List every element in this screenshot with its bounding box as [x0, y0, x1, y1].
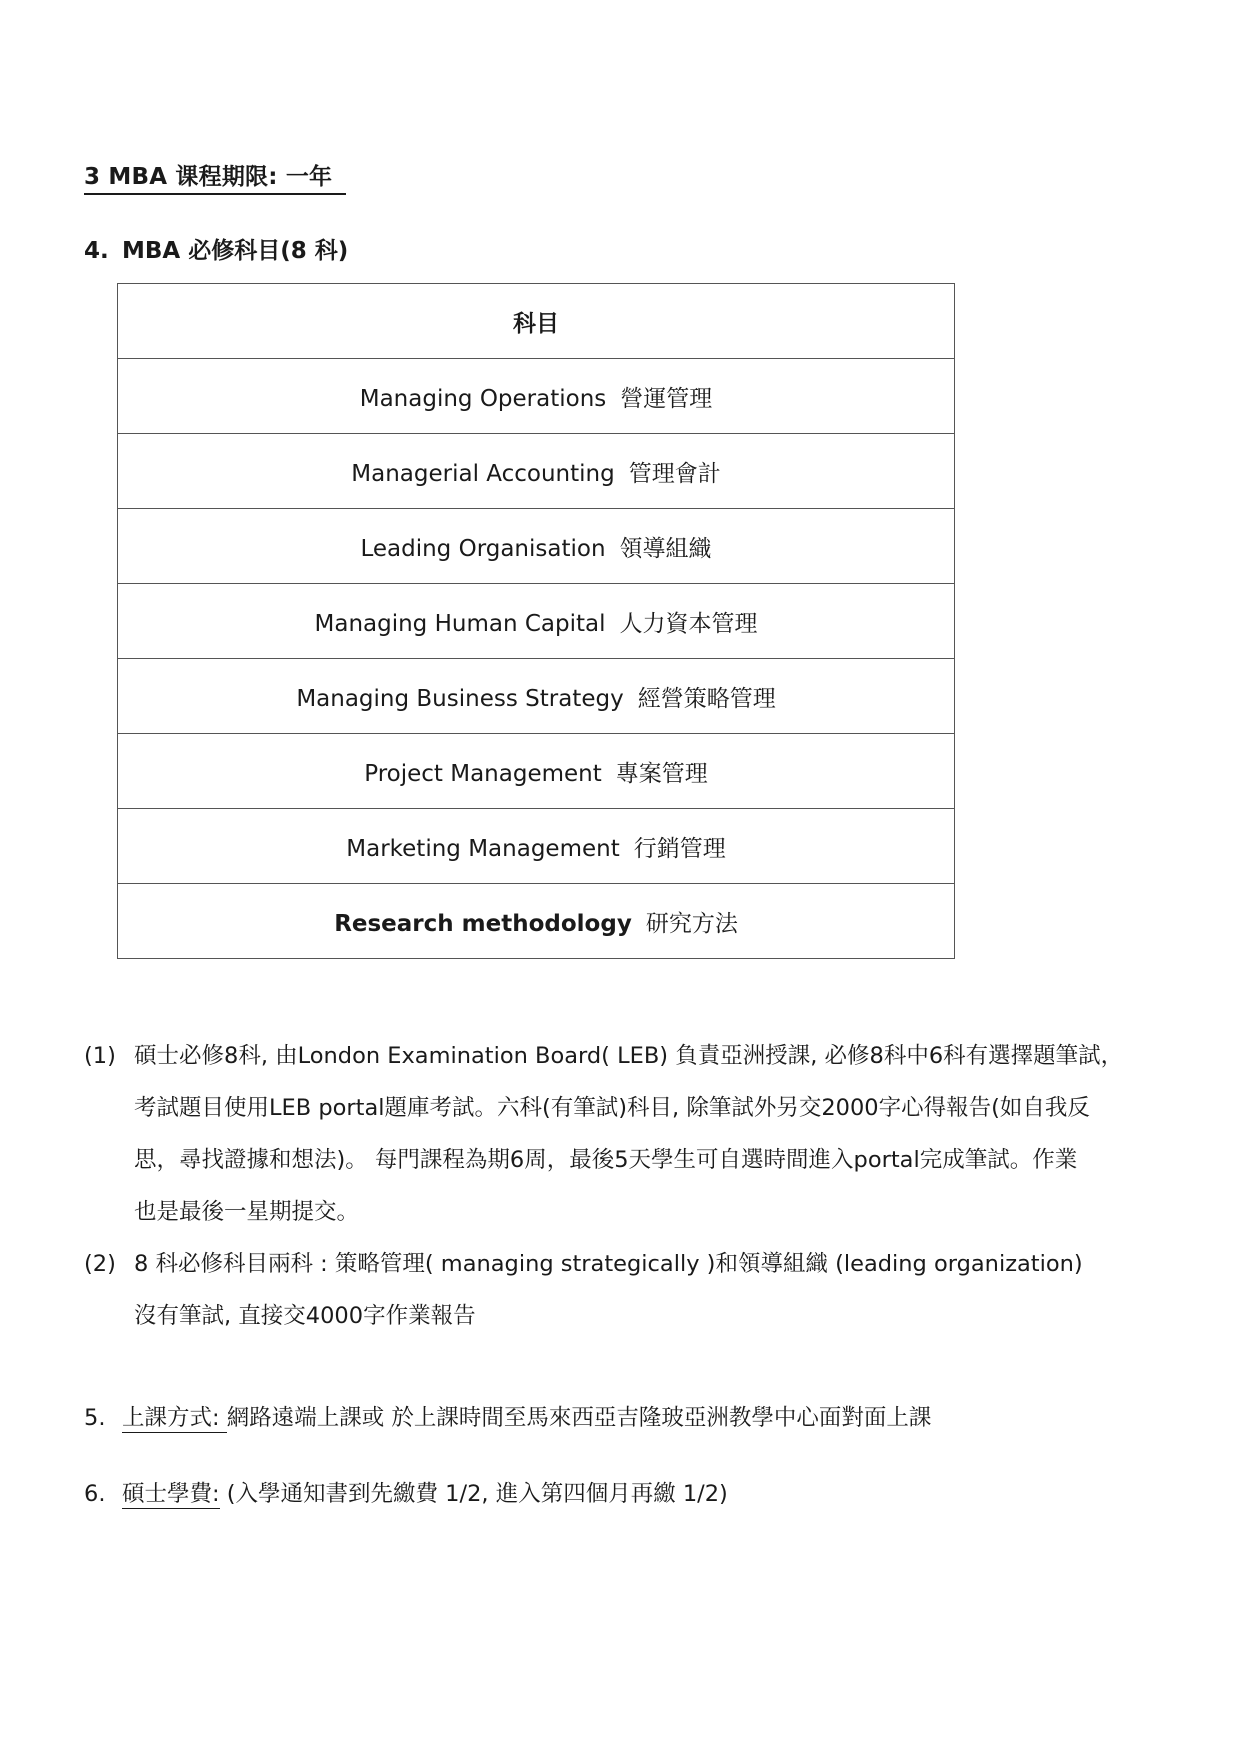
- subject-english-name: Project Management: [364, 760, 602, 787]
- section-4-heading: [84, 232, 348, 265]
- table-row: [118, 509, 955, 584]
- note-line: 沒有筆試, 直接交4000字作業報告: [134, 1303, 476, 1329]
- subject-english-name: Marketing Management: [346, 835, 620, 862]
- subject-english-name: Managing Business Strategy: [296, 685, 624, 712]
- section-5: [84, 1400, 931, 1432]
- table-row: [118, 584, 955, 659]
- subject-chinese-name: 人力資本管理: [619, 610, 758, 637]
- subject-cell: [118, 509, 955, 584]
- section-4-title: MBA 必修科目(8 科): [122, 238, 349, 264]
- section-5-label: 上課方式:: [122, 1405, 227, 1431]
- subject-cell: [118, 884, 955, 959]
- notes-list: [84, 1030, 1204, 1342]
- note-line: 碩士必修8科, 由London Examination Board( LEB) 負責亞洲授課, 必修8科中6科有選擇題筆試，: [134, 1043, 1124, 1069]
- table-row: [118, 884, 955, 959]
- subject-chinese-name: 研究方法: [645, 910, 738, 937]
- table-row: [118, 734, 955, 809]
- section-5-number: 5.: [84, 1405, 106, 1431]
- table-row: [118, 359, 955, 434]
- note-line: 也是最後一星期提交。: [134, 1199, 360, 1225]
- required-subjects-table: [117, 283, 955, 959]
- note-item: [84, 1030, 1204, 1238]
- note-label: (1): [84, 1043, 116, 1069]
- table-row: [118, 434, 955, 509]
- subject-cell: [118, 734, 955, 809]
- subject-english-name: Research methodology: [334, 910, 632, 937]
- section-6: [84, 1476, 728, 1508]
- section-6-number: 6.: [84, 1481, 106, 1507]
- table-header-cell: 科目: [118, 284, 955, 359]
- section-3-heading: 3 MBA 课程期限: 一年: [84, 158, 346, 195]
- subject-cell: [118, 809, 955, 884]
- section-6-label: 碩士學費:: [122, 1481, 220, 1507]
- note-body: [134, 1238, 1204, 1342]
- subject-chinese-name: 管理會計: [628, 460, 721, 487]
- note-line: 思，尋找證據和想法)。 每門課程為期6周，最後5天學生可自選時間進入portal完成筆試。作業: [134, 1147, 1078, 1173]
- note-body: [134, 1030, 1204, 1238]
- subject-cell: [118, 434, 955, 509]
- section-5-text: 網路遠端上課或 於上課時間至馬來西亞吉隆玻亞洲教學中心面對面上課: [226, 1405, 932, 1431]
- subject-cell: [118, 584, 955, 659]
- subject-cell: [118, 659, 955, 734]
- note-label: (2): [84, 1251, 116, 1277]
- subject-chinese-name: 專案管理: [615, 760, 708, 787]
- subject-cell: [118, 359, 955, 434]
- subject-english-name: Managing Operations: [359, 385, 607, 412]
- subject-chinese-name: 營運管理: [620, 385, 713, 412]
- table-header-row: [118, 284, 955, 359]
- table-body: [118, 359, 955, 959]
- subject-english-name: Leading Organisation: [360, 535, 606, 562]
- note-item: [84, 1238, 1204, 1342]
- note-line: 8 科必修科目兩科 : 策略管理( managing strategically )和領導組織 (leading organization): [134, 1251, 1083, 1277]
- section-6-text: (入學通知書到先繳費 1/2, 進入第四個月再繳 1/2): [219, 1481, 728, 1507]
- note-line: 考試題目使用LEB portal題庫考試。六科(有筆試)科目, 除筆試外另交2000字心得報告(如自我反: [134, 1095, 1090, 1121]
- subject-chinese-name: 經營策略管理: [637, 685, 776, 712]
- table-row: [118, 659, 955, 734]
- subject-english-name: Managerial Accounting: [351, 460, 615, 487]
- subject-english-name: Managing Human Capital: [314, 610, 606, 637]
- subject-chinese-name: 領導組織: [619, 535, 712, 562]
- table-row: [118, 809, 955, 884]
- section-4-number: 4.: [84, 238, 109, 264]
- subject-chinese-name: 行銷管理: [633, 835, 726, 862]
